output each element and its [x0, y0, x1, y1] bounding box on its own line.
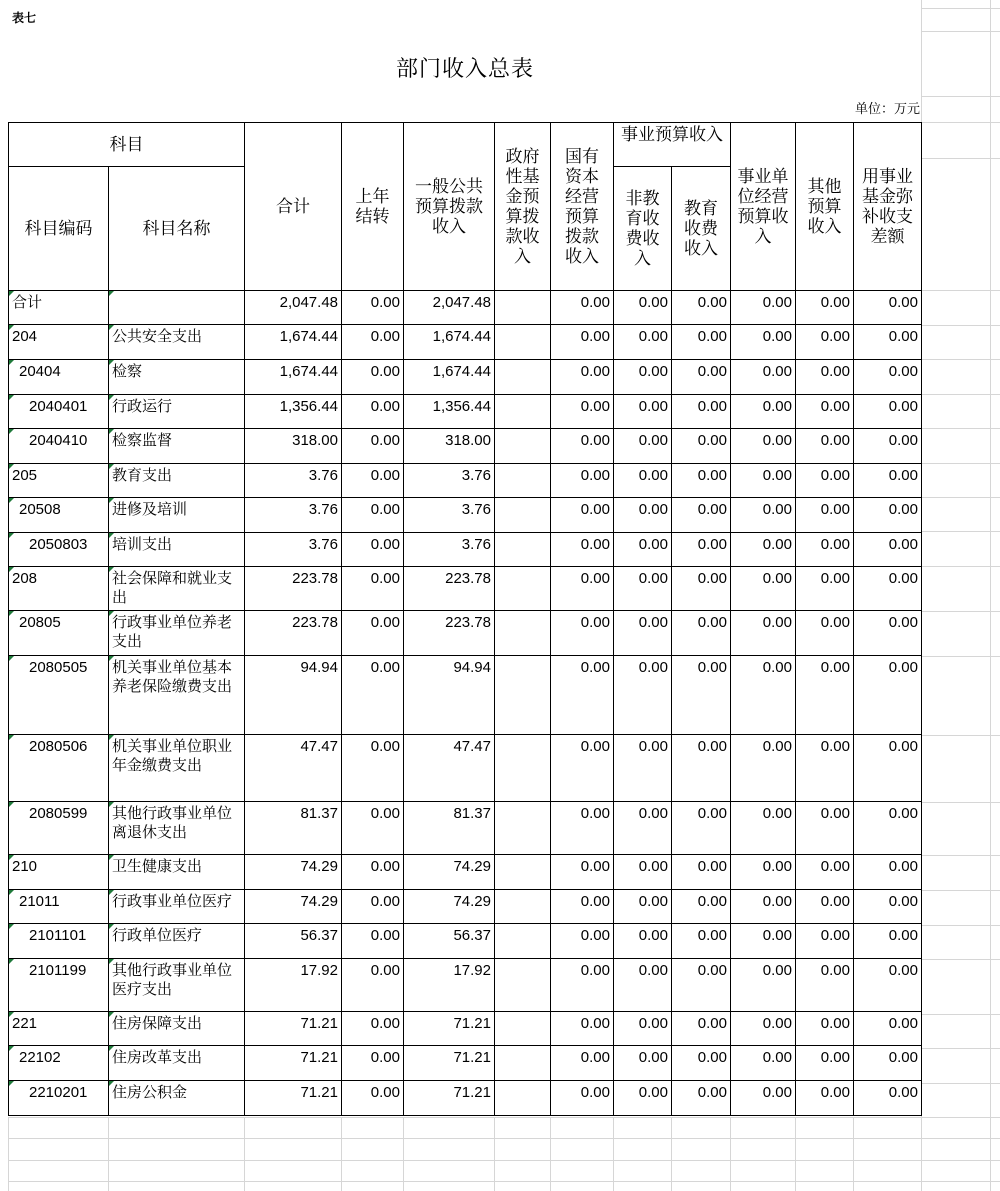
total-cell: 3.76 — [245, 498, 342, 533]
total-cell: 94.94 — [245, 656, 342, 735]
subject-code-cell: 2080505 — [9, 656, 109, 735]
page-title: 部门收入总表 — [395, 57, 534, 82]
header-operating-income: 事业单位经营预算收入 — [731, 123, 796, 291]
non-edu-fee-cell: 0.00 — [614, 735, 672, 802]
state-capital-cell: 0.00 — [551, 395, 614, 429]
table-row — [9, 533, 922, 567]
state-capital-cell: 0.00 — [551, 802, 614, 855]
operating-cell: 0.00 — [731, 656, 796, 735]
subject-code-cell: 2101199 — [9, 959, 109, 1012]
subject-code-cell: 2040410 — [9, 429, 109, 464]
other-cell: 0.00 — [796, 498, 854, 533]
total-cell: 1,674.44 — [245, 325, 342, 360]
edu-fee-cell: 0.00 — [672, 567, 731, 611]
header-edu-fee: 教育收费收入 — [672, 167, 731, 291]
fund-balance-cell: 0.00 — [854, 291, 922, 325]
subject-code-cell: 20404 — [9, 360, 109, 395]
other-cell: 0.00 — [796, 735, 854, 802]
non-edu-fee-cell: 0.00 — [614, 1046, 672, 1081]
state-capital-cell: 0.00 — [551, 464, 614, 498]
carryover-cell: 0.00 — [342, 533, 404, 567]
operating-cell: 0.00 — [731, 802, 796, 855]
fund-balance-cell: 0.00 — [854, 464, 922, 498]
general-budget-cell: 94.94 — [404, 656, 495, 735]
edu-fee-cell: 0.00 — [672, 360, 731, 395]
non-edu-fee-cell: 0.00 — [614, 924, 672, 959]
operating-cell: 0.00 — [731, 464, 796, 498]
state-capital-cell: 0.00 — [551, 959, 614, 1012]
other-cell: 0.00 — [796, 890, 854, 924]
income-table — [8, 122, 922, 1116]
gov-fund-cell — [495, 291, 551, 325]
table-row — [9, 360, 922, 395]
gov-fund-cell — [495, 567, 551, 611]
gov-fund-cell — [495, 395, 551, 429]
fund-balance-cell: 0.00 — [854, 360, 922, 395]
edu-fee-cell: 0.00 — [672, 291, 731, 325]
fund-balance-cell: 0.00 — [854, 498, 922, 533]
other-cell: 0.00 — [796, 802, 854, 855]
table-row — [9, 567, 922, 611]
subject-code-cell: 2040401 — [9, 395, 109, 429]
table-row — [9, 291, 922, 325]
header-business-budget: 事业预算收入 — [614, 123, 731, 167]
fund-balance-cell: 0.00 — [854, 325, 922, 360]
subject-name-cell — [109, 291, 245, 325]
gov-fund-cell — [495, 1012, 551, 1046]
subject-code-cell: 2080599 — [9, 802, 109, 855]
carryover-cell: 0.00 — [342, 395, 404, 429]
non-edu-fee-cell: 0.00 — [614, 360, 672, 395]
subject-name-cell: 其他行政事业单位医疗支出 — [109, 959, 245, 1012]
general-budget-cell: 3.76 — [404, 464, 495, 498]
fund-balance-cell: 0.00 — [854, 656, 922, 735]
total-cell: 223.78 — [245, 611, 342, 656]
subject-code-cell: 221 — [9, 1012, 109, 1046]
general-budget-cell: 2,047.48 — [404, 291, 495, 325]
non-edu-fee-cell: 0.00 — [614, 533, 672, 567]
fund-balance-cell: 0.00 — [854, 855, 922, 890]
carryover-cell: 0.00 — [342, 1046, 404, 1081]
non-edu-fee-cell: 0.00 — [614, 464, 672, 498]
table-row — [9, 464, 922, 498]
gov-fund-cell — [495, 924, 551, 959]
carryover-cell: 0.00 — [342, 890, 404, 924]
subject-name-cell: 行政事业单位养老支出 — [109, 611, 245, 656]
gov-fund-cell — [495, 611, 551, 656]
operating-cell: 0.00 — [731, 1012, 796, 1046]
other-cell: 0.00 — [796, 611, 854, 656]
fund-balance-cell: 0.00 — [854, 890, 922, 924]
subject-name-cell: 住房保障支出 — [109, 1012, 245, 1046]
subject-code-cell: 204 — [9, 325, 109, 360]
general-budget-cell: 1,674.44 — [404, 325, 495, 360]
carryover-cell: 0.00 — [342, 429, 404, 464]
table-row — [9, 959, 922, 1012]
non-edu-fee-cell: 0.00 — [614, 498, 672, 533]
state-capital-cell: 0.00 — [551, 360, 614, 395]
total-cell: 3.76 — [245, 533, 342, 567]
subject-name-cell: 检察监督 — [109, 429, 245, 464]
total-cell: 71.21 — [245, 1046, 342, 1081]
subject-name-cell: 行政运行 — [109, 395, 245, 429]
non-edu-fee-cell: 0.00 — [614, 395, 672, 429]
subject-name-cell: 社会保障和就业支出 — [109, 567, 245, 611]
gov-fund-cell — [495, 1081, 551, 1116]
state-capital-cell: 0.00 — [551, 325, 614, 360]
state-capital-cell: 0.00 — [551, 924, 614, 959]
operating-cell: 0.00 — [731, 395, 796, 429]
table-row — [9, 1081, 922, 1116]
edu-fee-cell: 0.00 — [672, 855, 731, 890]
gov-fund-cell — [495, 360, 551, 395]
edu-fee-cell: 0.00 — [672, 802, 731, 855]
other-cell: 0.00 — [796, 959, 854, 1012]
state-capital-cell: 0.00 — [551, 1081, 614, 1116]
total-cell: 71.21 — [245, 1081, 342, 1116]
non-edu-fee-cell: 0.00 — [614, 802, 672, 855]
carryover-cell: 0.00 — [342, 1012, 404, 1046]
table-row — [9, 735, 922, 802]
operating-cell: 0.00 — [731, 1081, 796, 1116]
total-cell: 17.92 — [245, 959, 342, 1012]
carryover-cell: 0.00 — [342, 464, 404, 498]
total-cell: 3.76 — [245, 464, 342, 498]
gov-fund-cell — [495, 735, 551, 802]
operating-cell: 0.00 — [731, 533, 796, 567]
fund-balance-cell: 0.00 — [854, 533, 922, 567]
general-budget-cell: 1,674.44 — [404, 360, 495, 395]
carryover-cell: 0.00 — [342, 498, 404, 533]
fund-balance-cell: 0.00 — [854, 429, 922, 464]
non-edu-fee-cell: 0.00 — [614, 1012, 672, 1046]
header-gov-fund: 政府性基金预算拨款收入 — [495, 123, 551, 291]
fund-balance-cell: 0.00 — [854, 735, 922, 802]
gov-fund-cell — [495, 1046, 551, 1081]
non-edu-fee-cell: 0.00 — [614, 325, 672, 360]
operating-cell: 0.00 — [731, 735, 796, 802]
table-row — [9, 855, 922, 890]
state-capital-cell: 0.00 — [551, 567, 614, 611]
header-subject-name: 科目名称 — [109, 167, 245, 291]
state-capital-cell: 0.00 — [551, 735, 614, 802]
other-cell: 0.00 — [796, 855, 854, 890]
fund-balance-cell: 0.00 — [854, 1046, 922, 1081]
subject-code-cell: 210 — [9, 855, 109, 890]
fund-balance-cell: 0.00 — [854, 567, 922, 611]
header-fund-balance: 用事业基金弥补收支差额 — [854, 123, 922, 291]
unit-label: 单位：万元 — [854, 102, 920, 117]
other-cell: 0.00 — [796, 1012, 854, 1046]
carryover-cell: 0.00 — [342, 360, 404, 395]
general-budget-cell: 3.76 — [404, 533, 495, 567]
state-capital-cell: 0.00 — [551, 533, 614, 567]
other-cell: 0.00 — [796, 1046, 854, 1081]
total-cell: 318.00 — [245, 429, 342, 464]
table-row — [9, 1012, 922, 1046]
edu-fee-cell: 0.00 — [672, 1012, 731, 1046]
table-row — [9, 611, 922, 656]
total-cell: 1,674.44 — [245, 360, 342, 395]
subject-code-cell: 22102 — [9, 1046, 109, 1081]
non-edu-fee-cell: 0.00 — [614, 959, 672, 1012]
edu-fee-cell: 0.00 — [672, 735, 731, 802]
subject-name-cell: 住房公积金 — [109, 1081, 245, 1116]
subject-name-cell: 其他行政事业单位离退休支出 — [109, 802, 245, 855]
subject-code-cell: 2210201 — [9, 1081, 109, 1116]
total-cell: 47.47 — [245, 735, 342, 802]
non-edu-fee-cell: 0.00 — [614, 890, 672, 924]
other-cell: 0.00 — [796, 533, 854, 567]
operating-cell: 0.00 — [731, 360, 796, 395]
header-non-edu-fee: 非教育收费收入 — [614, 167, 672, 291]
operating-cell: 0.00 — [731, 611, 796, 656]
gov-fund-cell — [495, 802, 551, 855]
subject-code-cell: 20805 — [9, 611, 109, 656]
state-capital-cell: 0.00 — [551, 890, 614, 924]
non-edu-fee-cell: 0.00 — [614, 855, 672, 890]
gov-fund-cell — [495, 464, 551, 498]
table-row — [9, 325, 922, 360]
subject-name-cell: 公共安全支出 — [109, 325, 245, 360]
other-cell: 0.00 — [796, 924, 854, 959]
table-row — [9, 498, 922, 533]
gov-fund-cell — [495, 890, 551, 924]
header-general-budget: 一般公共预算拨款收入 — [404, 123, 495, 291]
other-cell: 0.00 — [796, 325, 854, 360]
total-cell: 56.37 — [245, 924, 342, 959]
edu-fee-cell: 0.00 — [672, 656, 731, 735]
total-cell: 2,047.48 — [245, 291, 342, 325]
carryover-cell: 0.00 — [342, 291, 404, 325]
subject-code-cell: 合计 — [9, 291, 109, 325]
subject-code-cell: 205 — [9, 464, 109, 498]
edu-fee-cell: 0.00 — [672, 959, 731, 1012]
edu-fee-cell: 0.00 — [672, 498, 731, 533]
other-cell: 0.00 — [796, 656, 854, 735]
edu-fee-cell: 0.00 — [672, 533, 731, 567]
non-edu-fee-cell: 0.00 — [614, 656, 672, 735]
gov-fund-cell — [495, 855, 551, 890]
header-carryover: 上年结转 — [342, 123, 404, 291]
general-budget-cell: 223.78 — [404, 567, 495, 611]
state-capital-cell: 0.00 — [551, 855, 614, 890]
operating-cell: 0.00 — [731, 959, 796, 1012]
general-budget-cell: 1,356.44 — [404, 395, 495, 429]
operating-cell: 0.00 — [731, 429, 796, 464]
table-row — [9, 890, 922, 924]
header-total: 合计 — [245, 123, 342, 291]
total-cell: 74.29 — [245, 890, 342, 924]
table-row — [9, 429, 922, 464]
total-cell: 81.37 — [245, 802, 342, 855]
other-cell: 0.00 — [796, 395, 854, 429]
carryover-cell: 0.00 — [342, 567, 404, 611]
fund-balance-cell: 0.00 — [854, 959, 922, 1012]
other-cell: 0.00 — [796, 567, 854, 611]
edu-fee-cell: 0.00 — [672, 611, 731, 656]
table-row — [9, 802, 922, 855]
gov-fund-cell — [495, 429, 551, 464]
subject-code-cell: 208 — [9, 567, 109, 611]
state-capital-cell: 0.00 — [551, 1046, 614, 1081]
subject-name-cell: 行政事业单位医疗 — [109, 890, 245, 924]
subject-code-cell: 2080506 — [9, 735, 109, 802]
header-other-income: 其他预算收入 — [796, 123, 854, 291]
table-row — [9, 924, 922, 959]
fund-balance-cell: 0.00 — [854, 395, 922, 429]
subject-name-cell: 检察 — [109, 360, 245, 395]
general-budget-cell: 81.37 — [404, 802, 495, 855]
subject-code-cell: 21011 — [9, 890, 109, 924]
state-capital-cell: 0.00 — [551, 291, 614, 325]
general-budget-cell: 318.00 — [404, 429, 495, 464]
general-budget-cell: 223.78 — [404, 611, 495, 656]
gov-fund-cell — [495, 959, 551, 1012]
carryover-cell: 0.00 — [342, 611, 404, 656]
other-cell: 0.00 — [796, 429, 854, 464]
non-edu-fee-cell: 0.00 — [614, 567, 672, 611]
general-budget-cell: 71.21 — [404, 1012, 495, 1046]
operating-cell: 0.00 — [731, 291, 796, 325]
subject-code-cell: 2101101 — [9, 924, 109, 959]
general-budget-cell: 56.37 — [404, 924, 495, 959]
fund-balance-cell: 0.00 — [854, 1012, 922, 1046]
table-row — [9, 1046, 922, 1081]
subject-name-cell: 进修及培训 — [109, 498, 245, 533]
state-capital-cell: 0.00 — [551, 611, 614, 656]
state-capital-cell: 0.00 — [551, 498, 614, 533]
operating-cell: 0.00 — [731, 567, 796, 611]
general-budget-cell: 74.29 — [404, 855, 495, 890]
header-state-capital: 国有资本经营预算拨款收入 — [551, 123, 614, 291]
subject-name-cell: 教育支出 — [109, 464, 245, 498]
general-budget-cell: 74.29 — [404, 890, 495, 924]
edu-fee-cell: 0.00 — [672, 395, 731, 429]
subject-name-cell: 机关事业单位职业年金缴费支出 — [109, 735, 245, 802]
carryover-cell: 0.00 — [342, 924, 404, 959]
operating-cell: 0.00 — [731, 890, 796, 924]
gov-fund-cell — [495, 656, 551, 735]
general-budget-cell: 3.76 — [404, 498, 495, 533]
carryover-cell: 0.00 — [342, 325, 404, 360]
non-edu-fee-cell: 0.00 — [614, 611, 672, 656]
total-cell: 74.29 — [245, 855, 342, 890]
edu-fee-cell: 0.00 — [672, 464, 731, 498]
edu-fee-cell: 0.00 — [672, 325, 731, 360]
edu-fee-cell: 0.00 — [672, 1046, 731, 1081]
edu-fee-cell: 0.00 — [672, 1081, 731, 1116]
operating-cell: 0.00 — [731, 924, 796, 959]
other-cell: 0.00 — [796, 360, 854, 395]
subject-name-cell: 卫生健康支出 — [109, 855, 245, 890]
carryover-cell: 0.00 — [342, 855, 404, 890]
carryover-cell: 0.00 — [342, 802, 404, 855]
non-edu-fee-cell: 0.00 — [614, 291, 672, 325]
non-edu-fee-cell: 0.00 — [614, 429, 672, 464]
header-subject-code: 科目编码 — [9, 167, 109, 291]
other-cell: 0.00 — [796, 464, 854, 498]
subject-name-cell: 培训支出 — [109, 533, 245, 567]
operating-cell: 0.00 — [731, 498, 796, 533]
header-subject: 科目 — [9, 123, 245, 167]
carryover-cell: 0.00 — [342, 1081, 404, 1116]
total-cell: 71.21 — [245, 1012, 342, 1046]
operating-cell: 0.00 — [731, 325, 796, 360]
sheet-label: 表七 — [12, 11, 37, 25]
subject-code-cell: 2050803 — [9, 533, 109, 567]
general-budget-cell: 47.47 — [404, 735, 495, 802]
other-cell: 0.00 — [796, 1081, 854, 1116]
table-row — [9, 656, 922, 735]
subject-name-cell: 机关事业单位基本养老保险缴费支出 — [109, 656, 245, 735]
other-cell: 0.00 — [796, 291, 854, 325]
fund-balance-cell: 0.00 — [854, 1081, 922, 1116]
edu-fee-cell: 0.00 — [672, 924, 731, 959]
general-budget-cell: 17.92 — [404, 959, 495, 1012]
total-cell: 1,356.44 — [245, 395, 342, 429]
gov-fund-cell — [495, 498, 551, 533]
subject-code-cell: 20508 — [9, 498, 109, 533]
carryover-cell: 0.00 — [342, 735, 404, 802]
non-edu-fee-cell: 0.00 — [614, 1081, 672, 1116]
operating-cell: 0.00 — [731, 1046, 796, 1081]
edu-fee-cell: 0.00 — [672, 890, 731, 924]
table-row — [9, 395, 922, 429]
state-capital-cell: 0.00 — [551, 656, 614, 735]
fund-balance-cell: 0.00 — [854, 924, 922, 959]
subject-name-cell: 住房改革支出 — [109, 1046, 245, 1081]
gov-fund-cell — [495, 325, 551, 360]
state-capital-cell: 0.00 — [551, 429, 614, 464]
fund-balance-cell: 0.00 — [854, 611, 922, 656]
general-budget-cell: 71.21 — [404, 1081, 495, 1116]
fund-balance-cell: 0.00 — [854, 802, 922, 855]
subject-name-cell: 行政单位医疗 — [109, 924, 245, 959]
carryover-cell: 0.00 — [342, 959, 404, 1012]
total-cell: 223.78 — [245, 567, 342, 611]
carryover-cell: 0.00 — [342, 656, 404, 735]
gov-fund-cell — [495, 533, 551, 567]
operating-cell: 0.00 — [731, 855, 796, 890]
state-capital-cell: 0.00 — [551, 1012, 614, 1046]
edu-fee-cell: 0.00 — [672, 429, 731, 464]
general-budget-cell: 71.21 — [404, 1046, 495, 1081]
